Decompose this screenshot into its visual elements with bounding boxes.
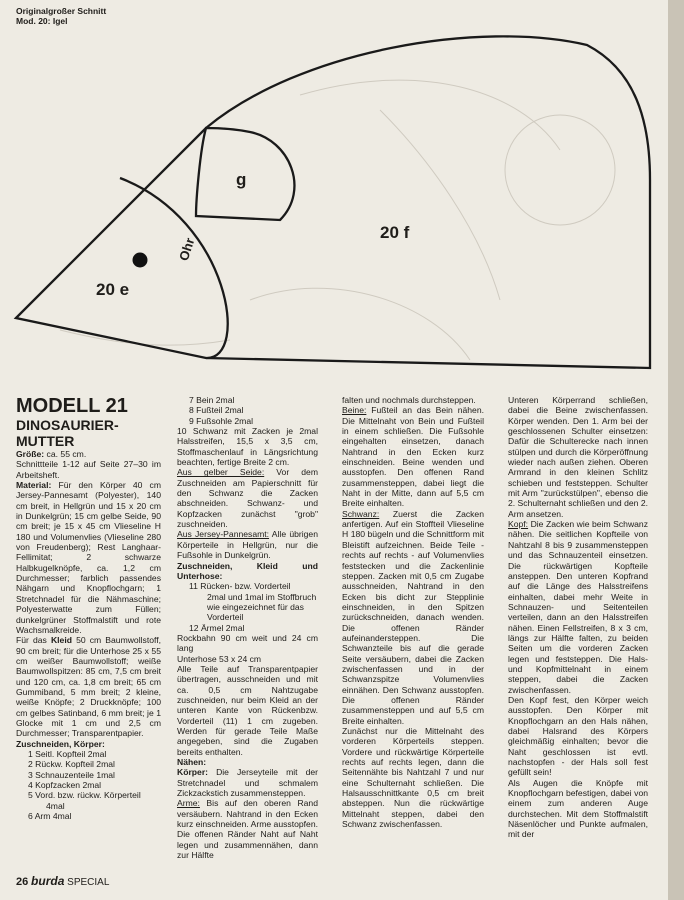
kopf-paragraph: Kopf: Die Zacken wie beim Schwanz nähen. Die seitlichen Kopfteile von Nahtzahl 8 bis 9 zusammensteppen und das Schnauzenteil einsetzen. Die rückwärtigen Kopfteile ansteppen. Den unteren Kopfrand auf die Länge des Halsstreifens einhalten, dabei mehr Weite in Schnauzen- und Seitenteilen verteilen, dann an den Halsstreifen nähen. Einen Fellstreifen, 8 x 3 cm, längs zur Hälfte falten, zu beiden Seiten um die vorderen Zacken legen und feststeppen. Die Hals- und Kopfmittelnaht in einem steppen, dabei die Zacken zwischenfassen. <box>508 519 648 695</box>
rockbahn-paragraph: Rockbahn 90 cm weit und 24 cm lang <box>177 632 318 654</box>
text-column-4 <box>508 395 648 840</box>
list-item: 9 Fußsohle 2mal <box>189 415 254 426</box>
model-subtitle: DINOSAURIER- MUTTER <box>16 417 119 449</box>
header-title: Originalgroßer Schnitt <box>16 6 107 16</box>
label-piece-20f: 20 f <box>380 223 410 242</box>
material-paragraph: Material: Für den Körper 40 cm Jersey-Pannesamt (Polyester), 140 cm breit, in Hellgrün und 15 x 20 cm in Dunkelgrün; 15 cm gelbe Seide, 90 cm breit; je 15 x 45 cm Vlieseline H 180 und Volumenvlies (Vlieseline 280 von Freudenberg); Rest Langhaar-Fellimitat; 2 schwarze Halbkugelknöpfe, ca. 1,2 cm Durchmesser; farblich passendes Nähgarn und Knopflochgarn; 1 Stretchnadel für die Nähmaschine; Polyesterwatte zum Füllen; dunkelgrüner Stoffmalstift und rote Wachsmalkreide. <box>16 480 161 635</box>
list-item: 12 Ärmel 2mal <box>189 622 245 633</box>
pattern-outline-20f <box>16 36 650 368</box>
zunaechst-paragraph: Zunächst nur die Mittelnaht des vorderen Körperteils steppen. Vordere und rückwärtige Körperteile rechts auf rechts legen, dann die Seitennähte bis Nahtzahl 7 und nur eine Schulternaht schließen. Die Halsausschnittkante 0,5 cm breit absteppen. Nun die rückwärtige Mittelnaht steppen, dabei den Schwanz zwischenfassen. <box>342 726 484 830</box>
page-edge <box>668 0 684 900</box>
zuschneiden-heading: Zuschneiden, Körper: <box>16 738 105 749</box>
list-item: 4 Kopfzacken 2mal <box>28 780 102 790</box>
text-column-2 <box>177 395 318 860</box>
label-ohr: Ohr <box>176 236 198 263</box>
kleid-paragraph: Für das Kleid 50 cm Baumwollstoff, 90 cm breit; für die Unterhose 25 x 55 cm weißer Baumwollstoff; weiße Baumwollspitzen: 85 cm, 7,5 cm breit und 120 cm, ca. 1,8 cm breit; 65 cm Gummiband, 5 mm breit; 2 kleine, weiße Knöpfe; 2 Druckknöpfe; 100 cm gelbes Satinband, 6 mm breit; je 1 Glocke mit 1 cm und 2,5 cm Durchmesser; Transparentpapier. <box>16 635 161 739</box>
pattern-drawing <box>0 0 668 390</box>
arme-paragraph: Arme: Bis auf den oberen Rand versäubern. Nahtrand in den Ecken kurz einschneiden. Arme ausstopfen. Die offenen Ränder Naht auf Naht legen und zusammennähen, dann zur Hälfte <box>177 798 318 861</box>
pattern-ear-line <box>120 178 228 358</box>
beine-paragraph: Beine: Fußteil an das Bein nähen. Die Mittelnaht von Bein und Fußteil in einem schließen. Die Fußsohle eingehalten einsetzen, danach Nahtrand in den Ecken kurz einschneiden. Beine wenden und ausstopfen. Den offenen Rand zusammensteppen, dabei liegt die Naht in der Mitte, dann auf 5,5 cm Breite einhalten. <box>342 405 484 509</box>
falten-paragraph: falten und nochmals durchsteppen. <box>342 395 476 405</box>
koerper-paragraph: Körper: Die Jerseyteile mit der Stretchnadel und schmalem Zickzackstich zusammensteppen. <box>177 767 318 799</box>
text-column-1 <box>16 395 161 821</box>
brand-special: SPECIAL <box>67 877 110 888</box>
eye-marker <box>133 253 148 268</box>
label-piece-20e: 20 e <box>96 280 130 299</box>
item-10-paragraph: 10 Schwanz mit Zacken je 2mal Halsstreifen, 15,5 x 3,5 cm, Stoffmaschenlauf in Längsrichtung beachten, fertige Breite 2 cm. <box>177 426 318 468</box>
list-item: 3 Schnauzenteile 1mal <box>28 769 115 780</box>
list-item-cont: 2mal und 1mal im Stoffbruch wie eingezeichnet für das Vorderteil <box>207 591 317 623</box>
list-item: 8 Fußteil 2mal <box>189 405 244 416</box>
jersey-paragraph: Aus Jersey-Pannesamt: Alle übrigen Körperteile in Hellgrün, nur die Fußsohle in Dunkelgrün. <box>177 529 318 561</box>
unterhose-paragraph: Unterhose 53 x 24 cm <box>177 653 262 664</box>
size-paragraph: Größe: ca. 55 cm. <box>16 449 87 459</box>
page-number: 26 <box>16 876 29 888</box>
seide-paragraph: Aus gelber Seide: Vor dem Zuschneiden am Papierschnitt für den Schwanz die Zacken abschneiden. Schwanz- und Kopfzacken zunächst "grob" zuschneiden. <box>177 467 318 530</box>
list-item: 11 Rücken- bzw. Vorderteil <box>189 581 291 592</box>
brand-logo: burda <box>31 874 65 888</box>
ausstopfen-paragraph: Den Kopf fest, den Körper weich ausstopfen. Den Körper mit Knopflochgarn an den Hals nähen, dabei Halsrand des Körpers gleichmäßig einhalten; bevor die Naht geschlossen ist evtl. nachstopfen - der Hals soll fest gefüllt sein! <box>508 694 648 778</box>
list-item: 7 Bein 2mal <box>189 395 235 405</box>
list-item-cont: 4mal <box>46 800 65 811</box>
text-column-3 <box>342 395 484 829</box>
schnitt-paragraph: Schnittteile 1-12 auf Seite 27–30 im Arbeitsheft. <box>16 459 161 480</box>
koerperrand-paragraph: Unteren Körperrand schließen, dabei die Beine zwischenfassen. Körper wenden. Den 1. Arm bei der geschlossenen Schulter einsetzen: Dafür die Schulterecke nach innen stülpen und durch die Körperöffnung wieder nach außen ziehen. Oberen Armrand in den kleinen Schlitz schieben und feststeppen. Schulter mit Arm "zurückstülpen", ebenso die 2. Schulternaht schließen und den 2. Arm ansetzen. <box>508 395 648 519</box>
kleid-heading: Zuschneiden, Kleid und Unterhose: <box>177 560 318 581</box>
alle-teile-paragraph: Alle Teile auf Transparentpapier übertragen, ausschneiden und mit ca. 0,5 cm Nahtzugabe zuschneiden, nur beim Kleid an der unteren Kante von Rückenbzw. Vorderteil (11) 1 cm zugeben. Werden für gerade Teile Maße angegeben, sind die Zugaben bereits enthalten. <box>177 663 318 757</box>
list-item: 5 Vord. bzw. rückw. Körperteil <box>28 790 141 801</box>
model-title: MODELL 21 <box>16 395 128 417</box>
page-footer <box>16 874 109 888</box>
list-item: 1 Seitl. Kopfteil 2mal <box>28 748 107 759</box>
naehen-heading: Nähen: <box>177 757 207 768</box>
list-item: 6 Arm 4mal <box>28 811 72 822</box>
label-piece-g: g <box>236 170 247 189</box>
list-item: 2 Rückw. Kopfteil 2mal <box>28 759 115 770</box>
schwanz-paragraph: Schwanz: Zuerst die Zacken anfertigen. Auf ein Stoffteil Vlieseline H 180 bügeln und die Schnittform mit Bleistift aufzeichnen. Beide Teile - rechts auf rechts - auf Volumenvlies feststecken und die Zackenlinie steppen. Zacken mit 0,5 cm Zugabe ausschneiden, Nahtrand in den Ecken bis dicht zur Stepplinie einschneiden, in den Spitzen zurückschneiden, danach wenden. Die offenen Ränder aufeinandersteppen. Die Schwanzteile bis auf die gerade Seite versäubern, dabei die Zacken zwischenfassen und in der Schwanzspitze Volumenvlies einnähen. Den Schwanz ausstopfen. Die offenen Ränder zusammensteppen und auf 5,5 cm Breite einhalten. <box>342 508 484 726</box>
header-model: Mod. 20: Igel <box>16 16 68 26</box>
augen-paragraph: Als Augen die Knöpfe mit Knopflochgarn befestigen, dabei von einem zum anderen Auge durchstechen. Mit dem Stoffmalstift Näsenlöcher und Punkte aufmalen, mit der <box>508 777 648 840</box>
